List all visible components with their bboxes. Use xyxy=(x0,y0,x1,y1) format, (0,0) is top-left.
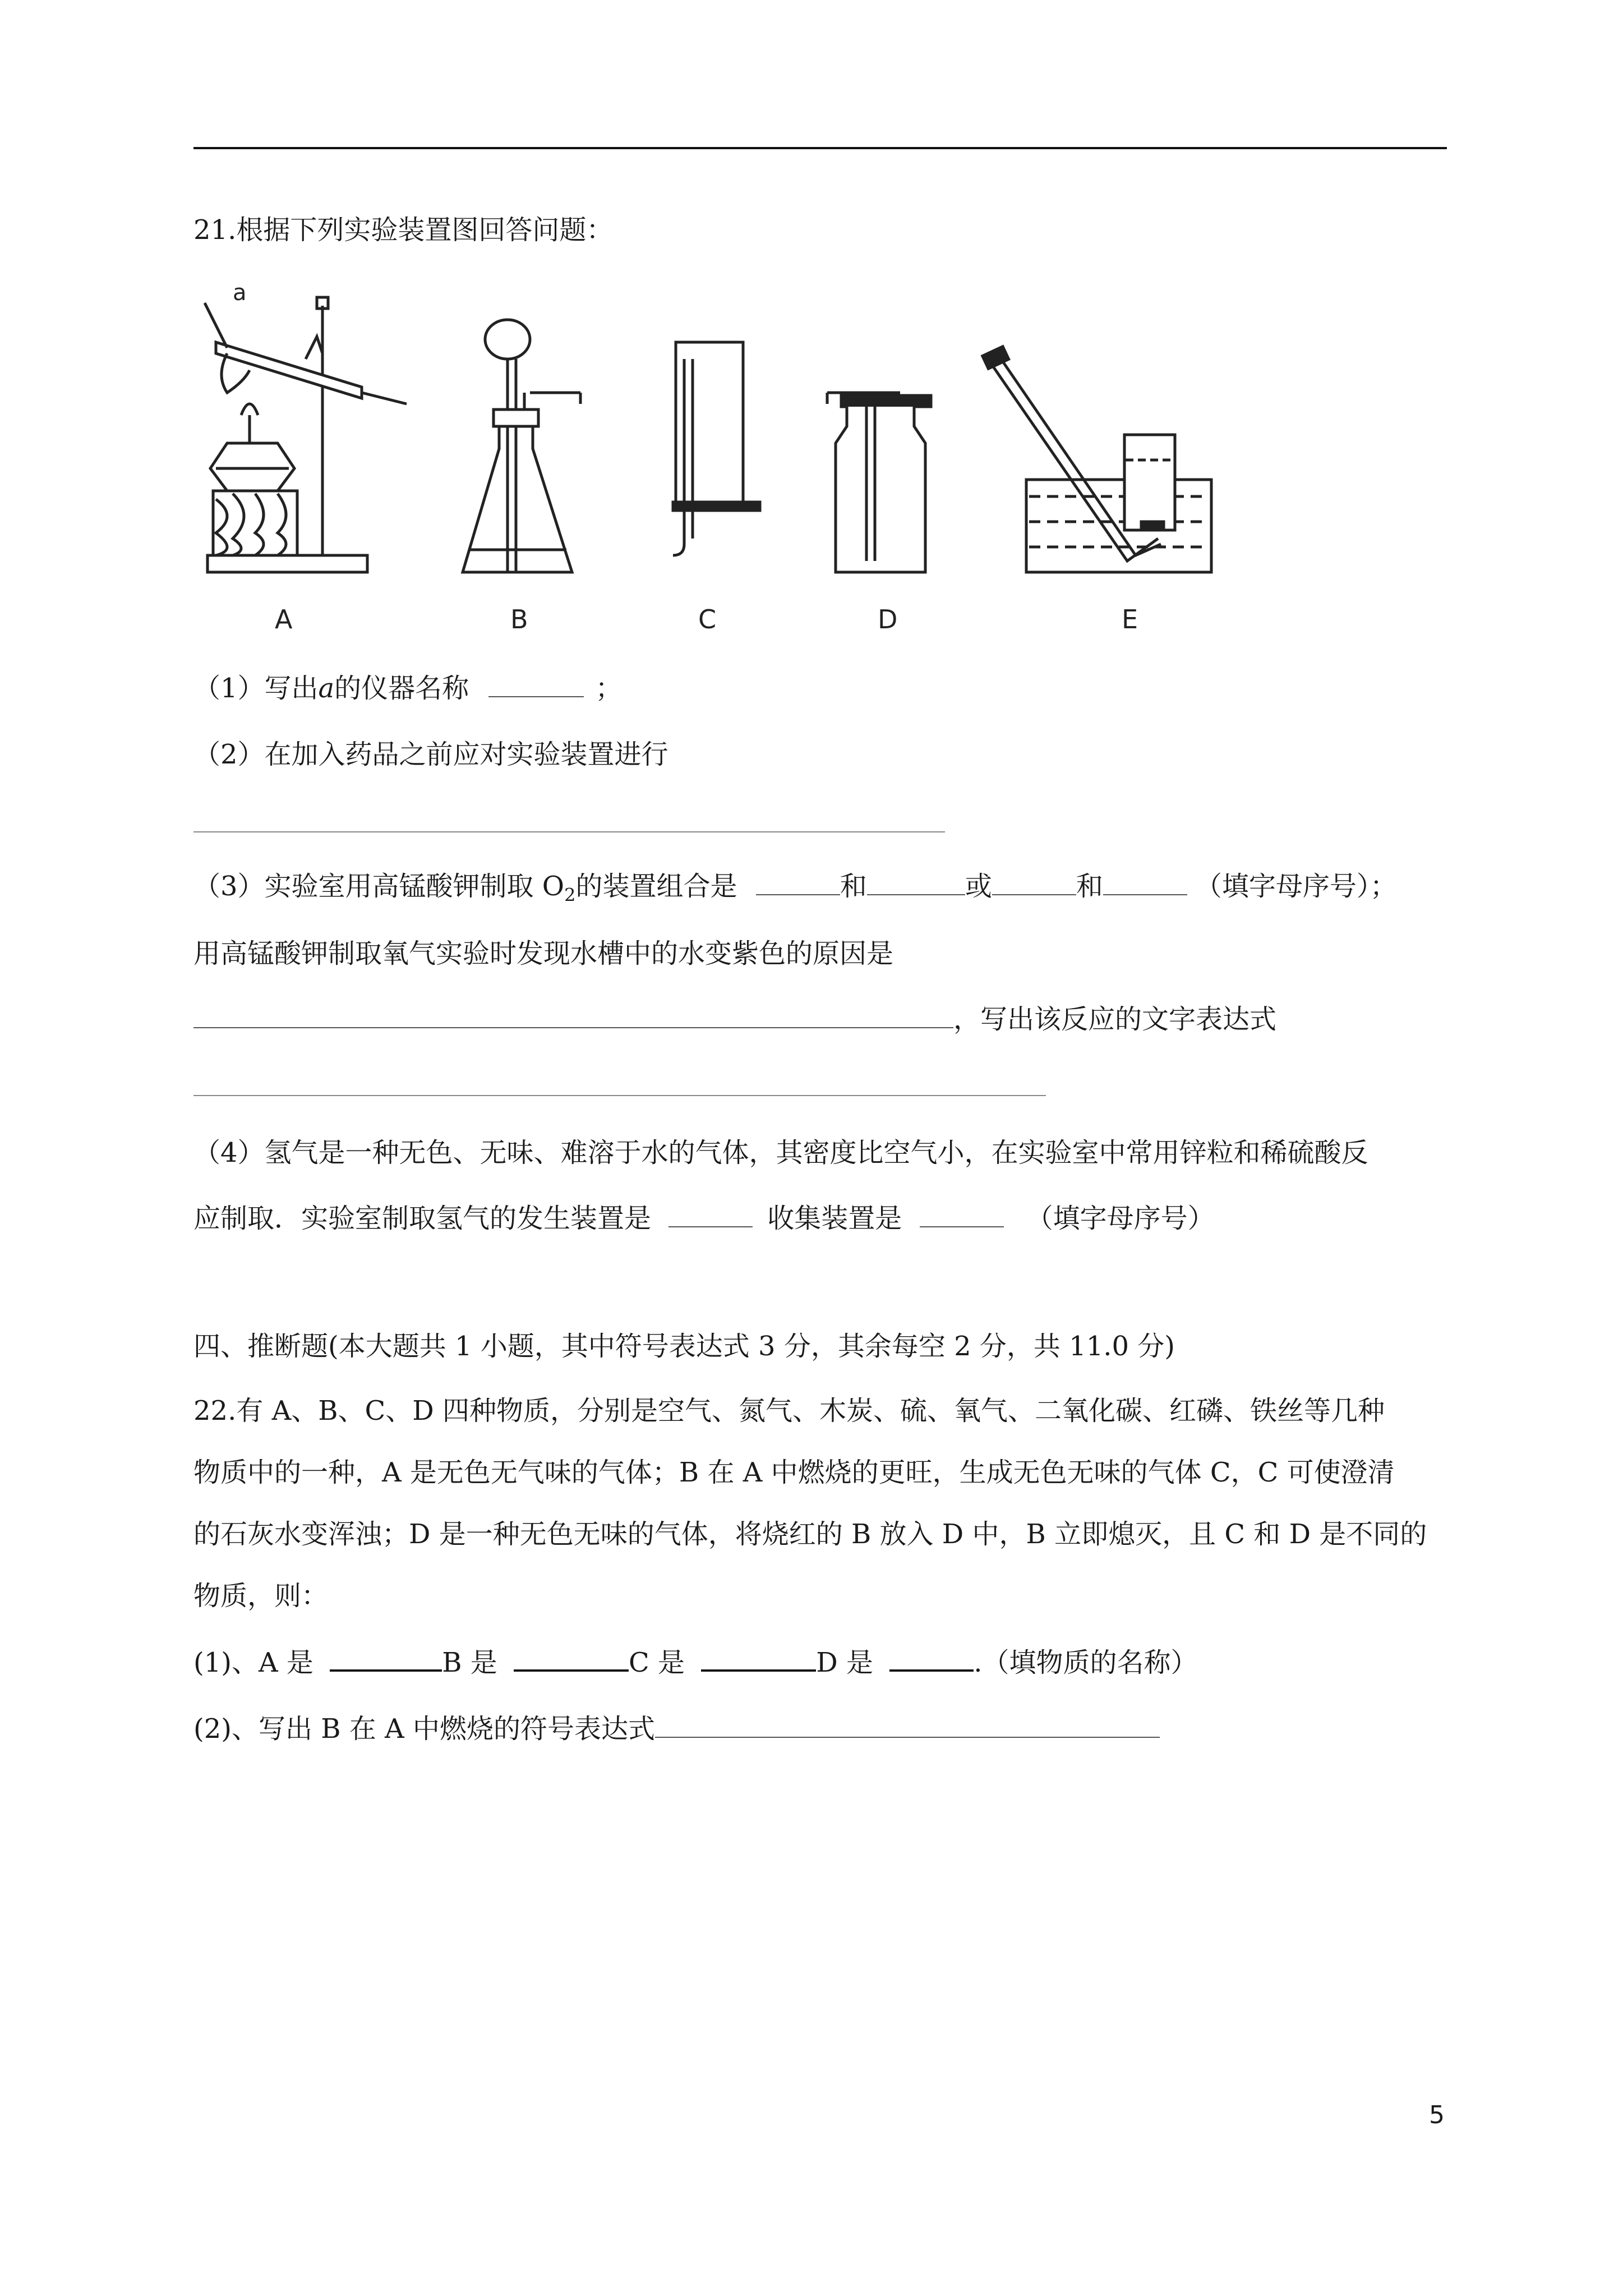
apparatus-c-label: C xyxy=(698,604,717,634)
apparatus-a-marker: a xyxy=(233,280,247,306)
q22-sub2-blank[interactable] xyxy=(655,1711,1160,1738)
q22-sub2-text: (2)、写出 B 在 A 中燃烧的符号表达式 xyxy=(193,1713,655,1745)
q21-part3-blank2[interactable] xyxy=(867,868,965,895)
apparatus-e-label: E xyxy=(1122,604,1138,634)
page-number: 5 xyxy=(1429,2101,1445,2129)
q21-part4-gen: 应制取．实验室制取氢气的发生装置是 xyxy=(193,1203,652,1234)
q21-part1 xyxy=(193,670,622,705)
q21-part3-line1 xyxy=(193,868,1397,912)
q22-sub1-c: C 是 xyxy=(629,1647,685,1678)
apparatus-figure xyxy=(193,275,1259,634)
q21-part4-blank2[interactable] xyxy=(920,1200,1004,1227)
apparatus-a-drawing xyxy=(205,297,407,572)
q21-part3-sub: 2 xyxy=(564,884,576,906)
q22-blank-a[interactable] xyxy=(330,1644,442,1672)
q21-title: 21.根据下列实验装置图回答问题： xyxy=(193,214,614,246)
q21-part4-col: 收集装置是 xyxy=(767,1203,902,1234)
q21-part3-blank3[interactable] xyxy=(992,868,1076,895)
q21-part4-tail: （填字母序号） xyxy=(1026,1203,1215,1234)
q21-part2: （2）在加入药品之前应对实验装置进行 xyxy=(193,739,668,770)
q22-sub1-d: D 是 xyxy=(816,1647,874,1678)
q21-part3-and1: 和 xyxy=(840,871,867,902)
q21-part1-suffix: 的仪器名称 xyxy=(334,673,469,704)
q21-part3-and2: 和 xyxy=(1076,871,1103,902)
q21-part1-end: ； xyxy=(595,673,623,704)
q22-blank-c[interactable] xyxy=(701,1644,816,1672)
apparatus-d-drawing xyxy=(827,393,931,572)
header-rule xyxy=(193,147,1447,149)
q21-part4-blank1[interactable] xyxy=(668,1200,753,1227)
q22-sub2 xyxy=(193,1711,1160,1746)
q22-line2: 物质中的一种，A 是无色无气味的气体；B 在 A 中燃烧的更旺，生成无色无味的气体 C，C 可使澄清 xyxy=(193,1457,1395,1488)
q21-part3-mid: 的装置组合是 xyxy=(575,871,737,902)
q22-line3: 的石灰水变浑浊；D 是一种无色无味的气体，将烧红的 B 放入 D 中，B 立即熄灭，且 C 和 D 是不同的 xyxy=(193,1519,1427,1550)
apparatus-e-drawing xyxy=(983,347,1211,572)
apparatus-d-label: D xyxy=(878,604,898,634)
q22-sub1-b: B 是 xyxy=(442,1647,497,1678)
q21-part3-prefix: （3）实验室用高锰酸钾制取 O xyxy=(193,871,565,902)
q21-part3-or: 或 xyxy=(965,871,992,902)
q21-part4-line2 xyxy=(193,1200,1215,1235)
q21-part3-blank1[interactable] xyxy=(756,868,840,895)
apparatus-a-label: A xyxy=(275,604,293,634)
q22-line4: 物质，则： xyxy=(193,1580,329,1612)
q21-part3-tail: （填字母序号）； xyxy=(1195,871,1397,902)
q22-blank-b[interactable] xyxy=(514,1644,629,1672)
q22-sub1 xyxy=(193,1644,1198,1680)
q21-part3-reason-blank[interactable] xyxy=(193,1001,953,1028)
q21-part1-blank[interactable] xyxy=(488,670,584,697)
q21-part2-answer-line[interactable] xyxy=(193,831,945,832)
q21-part3-expression-line[interactable] xyxy=(193,1095,1046,1096)
q21-part1-prefix: （1）写出 xyxy=(193,673,319,704)
q21-part3-line2: 用高锰酸钾制取氧气实验时发现水槽中的水变紫色的原因是 xyxy=(193,938,894,969)
q22-blank-d[interactable] xyxy=(889,1644,974,1672)
section4-heading: 四、推断题(本大题共 1 小题，其中符号表达式 3 分，其余每空 2 分，共 11.0 分) xyxy=(193,1331,1175,1362)
apparatus-b-label: B xyxy=(510,604,528,634)
q22-sub1-end: .（填物质的名称） xyxy=(974,1647,1198,1678)
q21-part4-line1: （4）氢气是一种无色、无味、难溶于水的气体，其密度比空气小，在实验室中常用锌粒和稀硫酸反 xyxy=(193,1137,1368,1168)
q22-sub1-a: (1)、A 是 xyxy=(193,1647,313,1678)
q22-line1: 22.有 A、B、C、D 四种物质，分别是空气、氮气、木炭、硫、氧气、二氧化碳、红磷、铁丝等几种 xyxy=(193,1395,1385,1427)
q21-part3-line3 xyxy=(193,1001,1276,1036)
q21-part1-var: a xyxy=(318,673,335,704)
q21-part3-line3-tail: ，写出该反应的文字表达式 xyxy=(953,1004,1277,1035)
apparatus-c-drawing xyxy=(673,342,760,555)
apparatus-b-drawing xyxy=(463,320,580,572)
q21-part3-blank4[interactable] xyxy=(1103,868,1187,895)
